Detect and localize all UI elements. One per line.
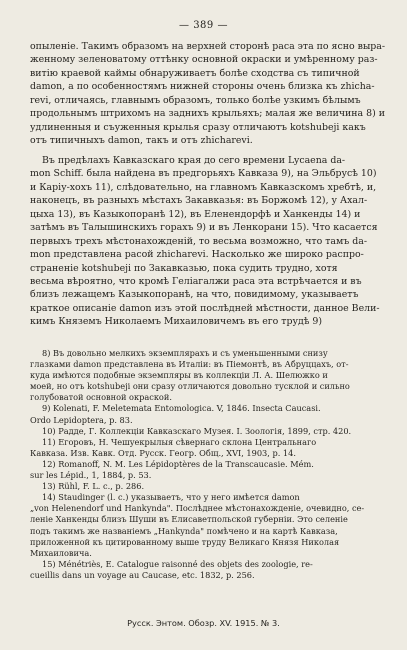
footnote-line: Кавказа. Изв. Кавк. Отд. Русск. Геогр. Общ., XVI, 1903, р. 14. bbox=[30, 447, 296, 458]
footnote-line: Михаиловича. bbox=[30, 547, 92, 558]
page-number: — 389 — bbox=[179, 20, 228, 31]
text-line: краткое описаніе damon изъ этой послѣдней мѣстности, данное Вели- bbox=[30, 302, 380, 314]
footnote-line: „von Helenendorf und Hankynda". Послѣднее мѣстонахожденіе, очевидно, се- bbox=[30, 503, 365, 514]
journal-footer: Русск. Энтом. Обозр. XV. 1915. № 3. bbox=[127, 618, 280, 628]
text-line: кимъ Княземъ Николаемъ Михаиловичемъ въ его трудѣ 9) bbox=[30, 316, 323, 328]
footnote-line: 14) Staudinger (l. c.) указываетъ, что у него имѣется damon bbox=[42, 492, 300, 503]
text-line: женному зеленоватому оттѣнку основной окраски и умѣренному раз- bbox=[30, 54, 378, 66]
footnotes bbox=[30, 348, 387, 581]
text-line: revi, отличаясь, главнымъ образомъ, только болѣе узкимъ бѣлымъ bbox=[30, 94, 361, 106]
text-line: первыхъ трехъ мѣстонахожденій, то весьма возможно, что тамъ da- bbox=[30, 235, 368, 247]
text-line: близъ лежащемъ Казыкопоранѣ, на что, повидимому, указываетъ bbox=[30, 289, 359, 301]
text-line: весьма вѣроятно, что кромѣ Гелiагалжи раса эта встрѣчается и въ bbox=[30, 275, 362, 287]
text-line: удлиненныя и съуженныя крылья сразу отличаютъ kotshubeji какъ bbox=[30, 121, 366, 133]
text-line: наконецъ, въ разныхъ мѣстахъ Закавказья: въ Боржомѣ 12), у Ахал- bbox=[30, 195, 368, 207]
text-line: страненіе kotshubeji по Закавказью, пока судить трудно, хотя bbox=[30, 262, 338, 274]
text-line: затѣмъ въ Талышинскихъ горахъ 9) и въ Ленкорани 15). Что касается bbox=[30, 222, 378, 234]
footnote-line: cueillis dans un voyage au Caucase, etc. 1832, p. 256. bbox=[30, 569, 255, 580]
footnote-line: голубоватой основной окраской. bbox=[30, 392, 172, 403]
text-line: витію краевой каймы обнаруживаетъ болѣе сходства съ типичной bbox=[30, 67, 360, 79]
footnote-line: 15) Ménétriès, E. Catalogue raisonné des objets des zoologie, re- bbox=[42, 558, 313, 569]
footnote-line: 10) Радде, Г. Коллекціи Кавказскаго Музея. I. Зоологія, 1899, стр. 420. bbox=[42, 425, 352, 436]
footnote-line: приложенной къ цитированному выше труду Великаго Князя Николая bbox=[30, 536, 340, 547]
text-line: mon представлена расой zhicharevi. Насколько же широко распро- bbox=[30, 249, 364, 261]
footnote-line: леніе Ханкенды близъ Шуши въ Елисаветпольской губерніи. Это селеніе bbox=[30, 514, 348, 525]
body-paragraph-1 bbox=[30, 40, 387, 148]
footnote-line: моей, но отъ kotshubeji они сразу отличаются довольно тусклой и сильно bbox=[30, 381, 350, 392]
text-line: mon Schiff. была найдена въ предгорьяхъ Кавказа 9), на Эльбрусѣ 10) bbox=[30, 168, 377, 180]
footnote-line: глазками damon представлена въ Италіи: въ Піемонтѣ, въ Абруццахъ, от- bbox=[30, 359, 349, 370]
text-line: и Карiу-хохъ 11), слѣдовательно, на главномъ Кавказскомъ хребтѣ, и, bbox=[30, 181, 377, 193]
footnote-line: 12) Romanoff, N. M. Les Lépidoptères de la Transcaucasie. Mém. bbox=[42, 458, 314, 469]
text-line: опыленіе. Такимъ образомъ на верхней сторонѣ раса эта по ясно выра- bbox=[30, 41, 386, 52]
footnote-line: 13) Rühl, F. L. c., p. 286. bbox=[42, 481, 145, 492]
footnote-line: sur les Lépid., 1, 1884, p. 53. bbox=[30, 470, 152, 481]
footnote-line: подъ такимъ же названіемъ „Hankynda" помѣчено и на картѣ Кавказа, bbox=[30, 525, 338, 536]
footnote-line: 8) Въ довольно мелкихъ экземплярахъ и съ уменьшенными снизу bbox=[42, 348, 328, 358]
footnote-line: 11) Егоровъ, Н. Чешуекрылыя сѣвернаго склона Центральнаго bbox=[42, 436, 317, 447]
text-line: цыха 13), въ Казыкопоранѣ 12), въ Еленендорфѣ и Ханкенды 14) и bbox=[30, 208, 361, 220]
footnote-line: 9) Kolenati, F. Meletemata Entomologica. V, 1846. Insecta Caucasi. bbox=[42, 403, 321, 414]
text-line: Въ предѣлахъ Кавказскаго края до сего времени Lycaena da- bbox=[42, 155, 346, 166]
footnote-line: куда имѣются подобные экземпляры въ коллекціи Л. А. Шелюжко и bbox=[30, 370, 328, 381]
text-line: отъ типичныхъ damon, такъ и отъ zhicharevi. bbox=[30, 135, 253, 147]
footnote-line: Ordo Lepidoptera, p. 83. bbox=[30, 414, 133, 425]
text-line: продольнымъ штрихомъ на заднихъ крыльяхъ; малая же величина 8) и bbox=[30, 108, 385, 120]
body-paragraph-2 bbox=[30, 154, 387, 329]
text-line: damon, а по особенностямъ нижней стороны очень близка къ zhicha- bbox=[30, 81, 375, 93]
